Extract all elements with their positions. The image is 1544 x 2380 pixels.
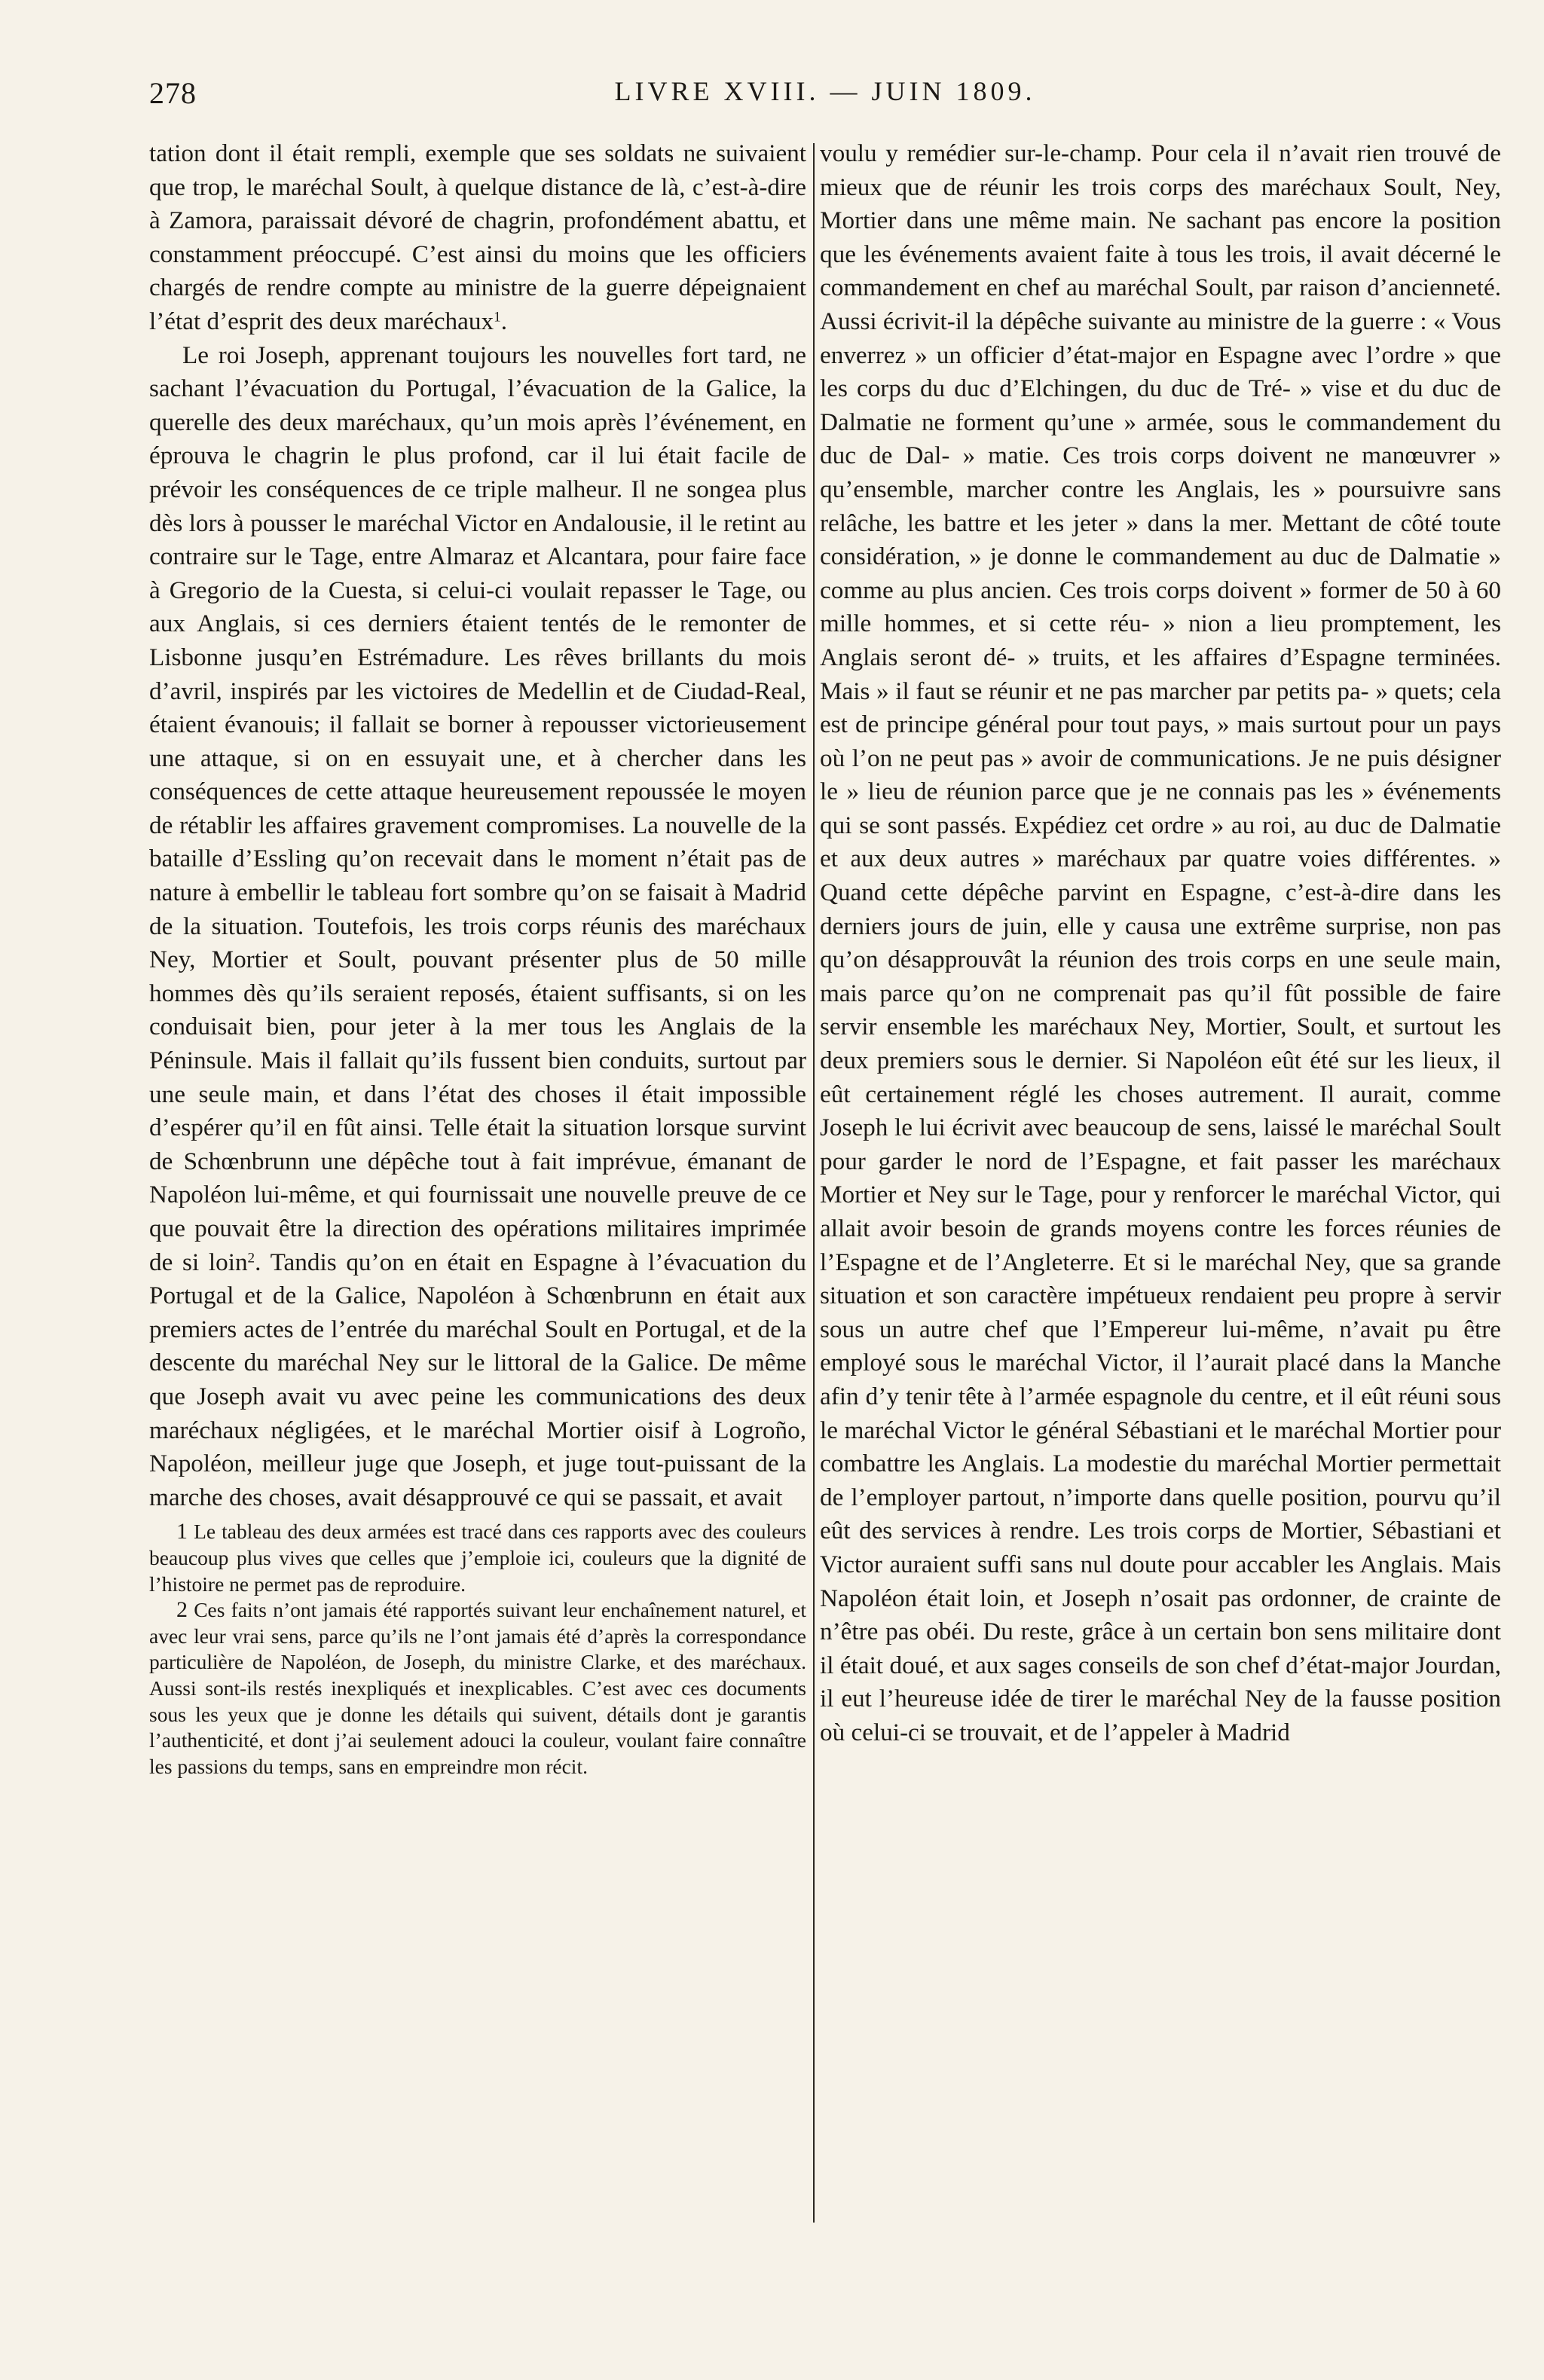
left-column [149, 137, 806, 1780]
footnote-mark: 1 [176, 1519, 188, 1544]
footnote-text: Ces faits n’ont jamais été rapportés suivant leur enchaînement naturel, et avec leur vrai sens, parce qu’ils ne l’ont jamais été d’après la correspondance particulière de Napoléon, de Joseph, du ministre Clarke, et des maréchaux. Aussi sont-ils restés inexpliqués et inexplicables. C’est avec ces documents sous les yeux que je donne les détails qui suivent, détails dont je garantis l’authenticité, et dont j’ai seulement adouci la couleur, voulant faire connaître les passions du temps, sans en empreindre mon récit. [149, 1598, 806, 1778]
paragraph [149, 339, 806, 1515]
footnote [149, 1597, 806, 1780]
footnote-mark: 2 [176, 1597, 188, 1623]
column-divider [813, 143, 815, 2223]
footnote-ref: 1 [494, 309, 501, 325]
right-column [820, 137, 1501, 1750]
paragraph [149, 137, 806, 339]
paragraph-text: Le roi Joseph, apprenant toujours les nouvelles fort tard, ne sachant l’évacuation du Portugal, l’évacuation de la Galice, la querelle des deux maréchaux, qu’un mois après l’événement, en éprouva le chagrin le plus profond, car il lui était facile de prévoir les conséquences de ce triple malheur. Il ne songea plus dès lors à pousser le maréchal Victor en Andalousie, il le retint au contraire sur le Tage, entre Almaraz et Alcantara, pour faire face à Gregorio de la Cuesta, si celui-ci voulait repasser le Tage, ou aux Anglais, si ces derniers étaient tentés de le remonter de Lisbonne jusqu’en Estrémadure. Les rêves brillants du mois d’avril, inspirés par les victoires de Medellin et de Ciudad-Real, étaient évanouis; il fallait se borner à repousser victorieusement une attaque, si on en essuyait une, et à chercher dans les conséquences de cette attaque heureusement repoussée le moyen de rétablir les affaires gravement compromises. La nouvelle de la bataille d’Essling qu’on recevait dans le moment n’était pas de nature à embellir le tableau fort sombre qu’on se faisait à Madrid de la situation. Toutefois, les trois corps réunis des maréchaux Ney, Mortier et Soult, pouvant présenter plus de 50 mille hommes dès qu’ils seraient reposés, étaient suffisants, si on les conduisait bien, pour jeter à la mer tous les Anglais de la Péninsule. Mais il fallait qu’ils fussent bien conduits, surtout par une seule main, et dans l’état des choses il était impossible d’espérer qu’il en fût ainsi. Telle était la situation lorsque survint de Schœnbrunn une dépêche tout à fait imprévue, émanant de Napoléon lui-même, et qui fournissait une nouvelle preuve de ce que pouvait être la direction des opérations militaires imprimée de si loin [149, 341, 806, 1276]
footnote-text: Le tableau des deux armées est tracé dans ces rapports avec des couleurs beaucoup plus vives que celles que j’emploie ici, couleurs que la dignité de l’histoire ne permet pas de reproduire. [149, 1520, 807, 1596]
page-number: 278 [149, 76, 197, 110]
footnotes [149, 1519, 806, 1780]
footnote [149, 1519, 806, 1597]
running-head [149, 75, 1501, 115]
paragraph: voulu y remédier sur-le-champ. Pour cela il n’avait rien trouvé de mieux que de réunir les trois corps des maréchaux Soult, Ney, Mortier dans une même main. Ne sachant pas encore la position que les événements avaient faite à tous les trois, il avait décerné le commandement en chef au maréchal Soult, par raison d’ancienneté. Aussi écrivit-il la dépêche suivante au ministre de la guerre : « Vous enverrez » un officier d’état-major en Espagne avec l’ordre » que les corps du duc d’Elchingen, du duc de Tré- » vise et du duc de Dalmatie ne forment qu’une » armée, sous le commandement du duc de Dal- » matie. Ces trois corps doivent ne manœuvrer » qu’ensemble, marcher contre les Anglais, les » poursuivre sans relâche, les battre et les jeter » dans la mer. Mettant de côté toute considération, » je donne le commandement au duc de Dalmatie » comme au plus ancien. Ces trois corps doivent » former de 50 à 60 mille hommes, et si cette réu- » nion a lieu promptement, les Anglais seront dé- » truits, et les affaires d’Espagne terminées. Mais » il faut se réunir et ne pas marcher par petits pa- » quets; cela est de principe général pour tout pays, » mais surtout pour un pays où l’on ne peut pas » avoir de communications. Je ne puis désigner le » lieu de réunion parce que je ne connais pas les » événements qui se sont passés. Expédiez cet ordre » au roi, au duc de Dalmatie et aux deux autres » maréchaux par quatre voies différentes. » Quand cette dépêche parvint en Espagne, c’est-à-dire dans les derniers jours de juin, elle y causa une extrême surprise, non pas qu’on désapprouvât la réunion des trois corps en une seule main, mais parce qu’on ne comprenait pas qu’il fût possible de faire servir ensemble les maréchaux Ney, Mortier, Soult, et surtout les deux premiers sous le dernier. Si Napoléon eût été sur les lieux, il eût certainement réglé les choses autrement. Il aurait, comme Joseph le lui écrivit avec beaucoup de sens, laissé le maréchal Soult pour garder le nord de l’Espagne, et fait passer les maréchaux Mortier et Ney sur le Tage, pour y renforcer le maréchal Victor, qui allait avoir besoin de grands moyens contre les forces réunies de l’Espagne et de l’Angleterre. Et si le maréchal Ney, que sa grande situation et son caractère impétueux rendaient peu propre à servir sous un autre chef que l’Empereur lui-même, n’avait pu être employé sous le maréchal Victor, il l’aurait placé dans la Manche afin d’y tenir tête à l’armée espagnole du centre, et il eût réuni sous le maréchal Victor le général Sébastiani et le maréchal Mortier pour combattre les Anglais. La modestie du maréchal Mortier permettait de l’employer partout, n’importe dans quelle position, pourvu qu’il eût des services à rendre. Les trois corps de Mortier, Sébastiani et Victor auraient suffi sans nul doute pour accabler les Anglais. Mais Napoléon était loin, et Joseph n’osait pas ordonner, de crainte de n’être pas obéi. Du reste, grâce à un certain bon sens militaire dont il était doué, et aux sages conseils de son chef d’état-major Jourdan, il eut l’heureuse idée de tirer le maréchal Ney de la fausse position où celui-ci se trouvait, et de l’appeler à Madrid [820, 139, 1501, 1746]
paragraph-text: . [500, 307, 507, 335]
paragraph-text: . Tandis qu’on en était en Espagne à l’évacuation du Portugal et de la Galice, Napoléon à Schœnbrunn en était aux premiers actes de l’entrée du maréchal Soult en Portugal, et de la descente du maréchal Ney sur le littoral de la Galice. De même que Joseph avait vu avec peine les communications des deux maréchaux négligées, et le maréchal Mortier oisif à Logroño, Napoléon, meilleur juge que Joseph, et juge tout-puissant de la marche des choses, avait désapprouvé ce qui se passait, et avait [149, 1248, 806, 1511]
paragraph-text: tation dont il était rempli, exemple que ses soldats ne suivaient que trop, le maréchal Soult, à quelque distance de là, c’est-à-dire à Zamora, paraissait dévoré de chagrin, profondément abattu, et constamment préoccupé. C’est ainsi du moins que les officiers chargés de rendre compte au ministre de la guerre dépeignaient l’état d’esprit des deux maréchaux [149, 139, 806, 335]
footnote-ref: 2 [247, 1250, 255, 1266]
running-title: LIVRE XVIII. — JUIN 1809. [614, 76, 1036, 106]
